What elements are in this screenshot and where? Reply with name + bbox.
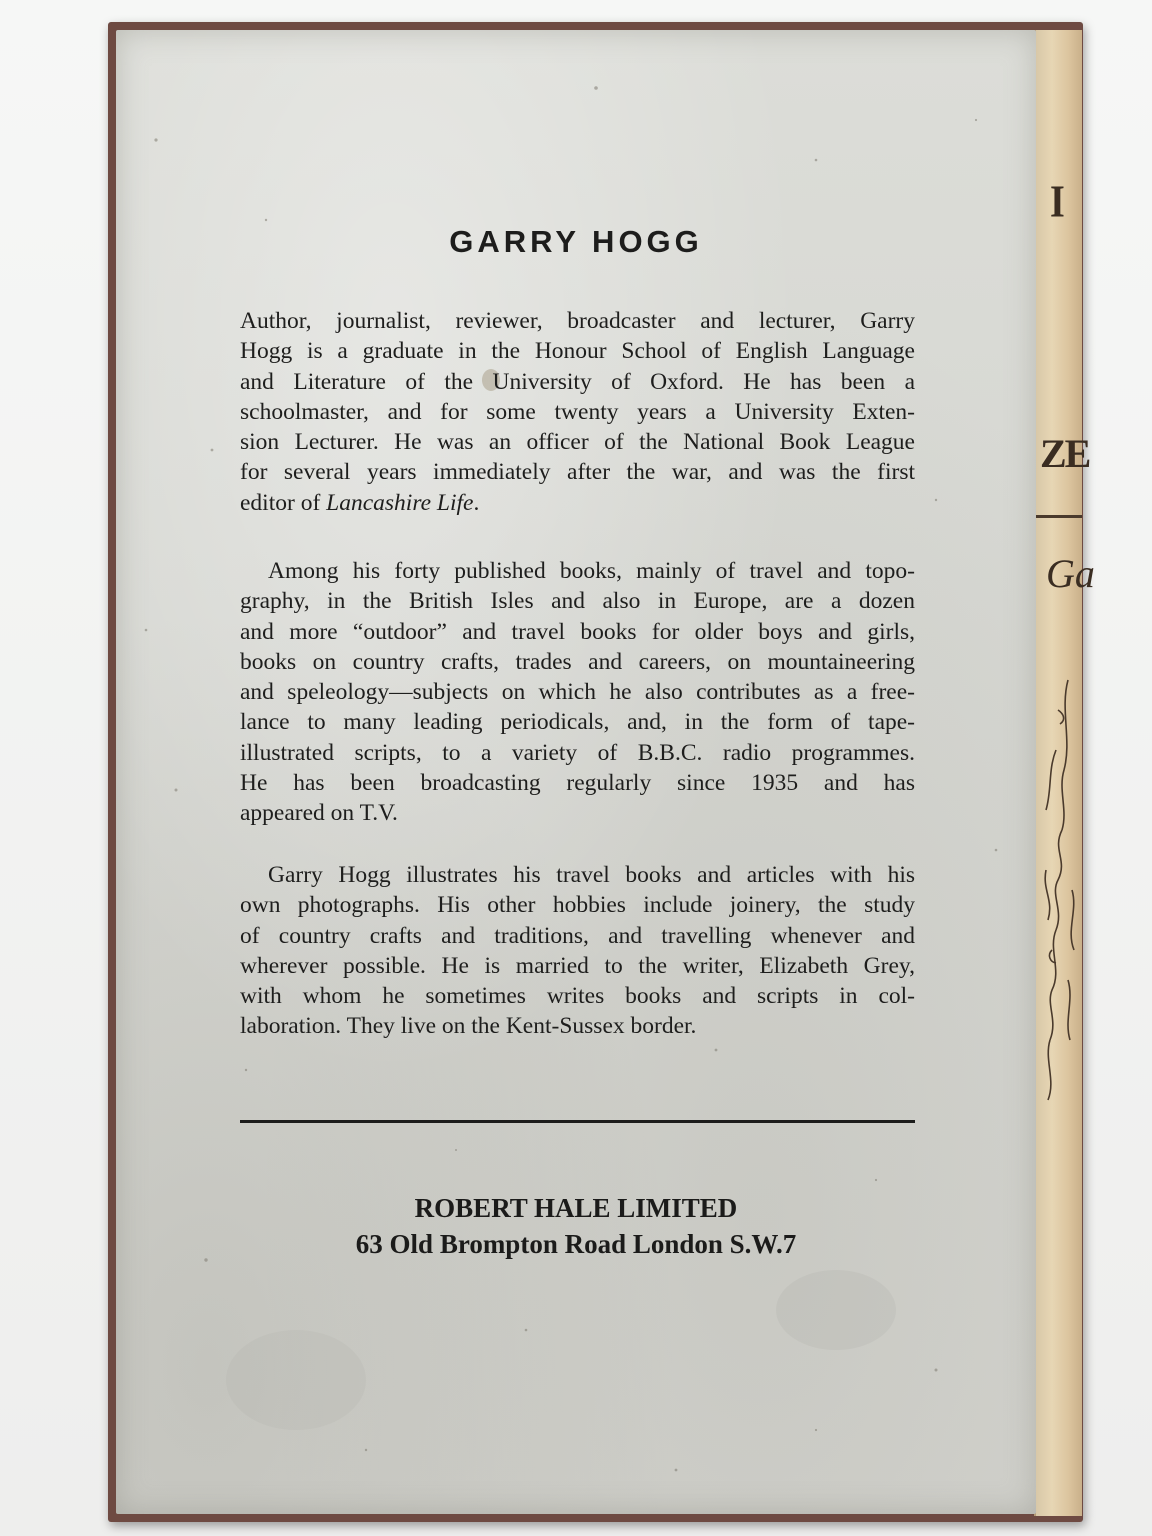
text-line: books on country crafts, trades and careers, on mountaineering [240,648,915,675]
text-line: and speleology—subjects on which he also contributes as a free- [240,679,915,706]
biography-paragraph-1 [240,306,915,518]
text-line: Hogg is a graduate in the Honour School of English Language [240,338,915,365]
text-line: graphy, in the British Isles and also in Europe, are a dozen [240,588,915,615]
spine-illustration [1038,650,1082,1170]
biography-paragraph-3 [240,860,915,1042]
text-line: and Literature of the University of Oxford. He has been a [240,368,915,395]
text-line: laboration. They live on the Kent-Sussex border. [240,1013,697,1040]
dust-jacket-back-cover [116,30,1036,1514]
spine-author-fragment: Ga [1046,551,1095,596]
publisher-block [116,1190,1036,1262]
text-line: with whom he sometimes writes books and scripts in col- [240,983,915,1010]
text-fragment: . [473,489,480,516]
text-line: Author, journalist, reviewer, broadcaster and lecturer, Garry [240,308,915,334]
spine-title-fragment: ZE [1040,431,1090,476]
book-spine [1034,30,1095,1516]
text-line: of country crafts and traditions, and travelling whenever and [240,922,915,949]
text-line: and more “outdoor” and travel books for older boys and girls, [240,618,915,645]
text-line: appeared on T.V. [240,800,398,827]
text-fragment: Among his forty published books, mainly of travel and topo- [268,558,915,584]
publisher-name: ROBERT HALE LIMITED [414,1193,738,1223]
spine-rule [1036,515,1082,518]
author-heading: GARRY HOGG [449,224,703,259]
text-line: lance to many leading periodicals, and, in the form of tape- [240,709,915,736]
text-line: illustrated scripts, to a variety of B.B.C. radio programmes. [240,739,915,766]
biography-paragraph-2 [240,556,915,829]
text-line: He has been broadcasting regularly since 1935 and has [240,770,915,797]
spine-fragment-top: I [1050,176,1065,228]
text-line: own photographs. His other hobbies include joinery, the study [240,892,915,919]
text-fragment: editor of [240,489,327,516]
text-line: wherever possible. He is married to the writer, Elizabeth Grey, [240,952,915,979]
text-line [240,488,915,518]
text-line [240,556,915,586]
text-fragment: Garry Hogg illustrates his travel books and articles with his [268,862,915,888]
text-line: schoolmaster, and for some twenty years a University Exten- [240,398,915,425]
publisher-address: 63 Old Brompton Road London S.W.7 [355,1229,797,1259]
text-line: sion Lecturer. He was an officer of the National Book League [240,429,915,456]
magazine-title: Lancashire Life [326,489,474,516]
text-line: for several years immediately after the war, and was the first [240,459,915,486]
text-line [240,860,915,890]
divider-rule [240,1120,915,1123]
